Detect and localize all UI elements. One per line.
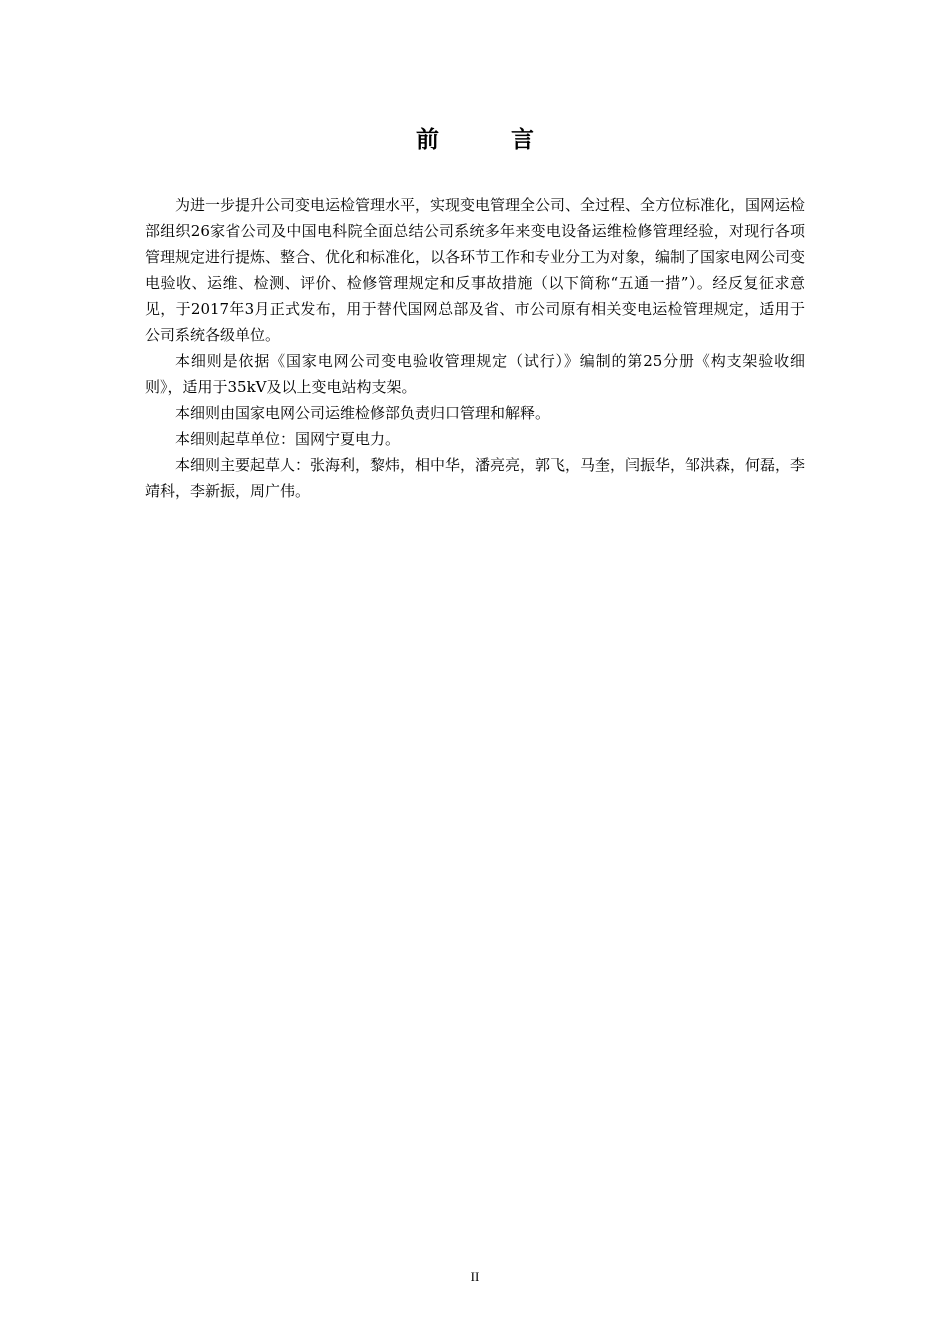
page-title: 前 言 [415, 126, 566, 153]
paragraph-background: 为进一步提升公司变电运检管理水平，实现变电管理全公司、全过程、全方位标准化，国网运检部组织26家省公司及中国电科院全面总结公司系统多年来变电设备运维检修管理经验，对现行各项管理规定进行提炼、整合、优化和标准化，以各环节工作和专业分工为对象，编制了国家电网公司变电验收、运维、检测、评价、检修管理规定和反事故措施（以下简称“五通一措”）。经反复征求意见，于2017年3月正式发布，用于替代国网总部及省、市公司原有相关变电运检管理规定，适用于公司系统各级单位。 [145, 196, 806, 344]
paragraph-drafters: 本细则主要起草人：张海利，黎炜，相中华，潘亮亮，郭飞，马奎，闫振华，邹洪森，何磊，李靖科，李新振，周广伟。 [145, 456, 806, 500]
paragraph-basis: 本细则是依据《国家电网公司变电验收管理规定（试行）》编制的第25分册《构支架验收细则》，适用于35kV及以上变电站构支架。 [145, 352, 805, 396]
preface-body [145, 192, 805, 504]
page-number: II [470, 1269, 480, 1284]
paragraph-management: 本细则由国家电网公司运维检修部负责归口管理和解释。 [175, 404, 551, 422]
paragraph-drafting-unit: 本细则起草单位：国网宁夏电力。 [175, 430, 401, 448]
